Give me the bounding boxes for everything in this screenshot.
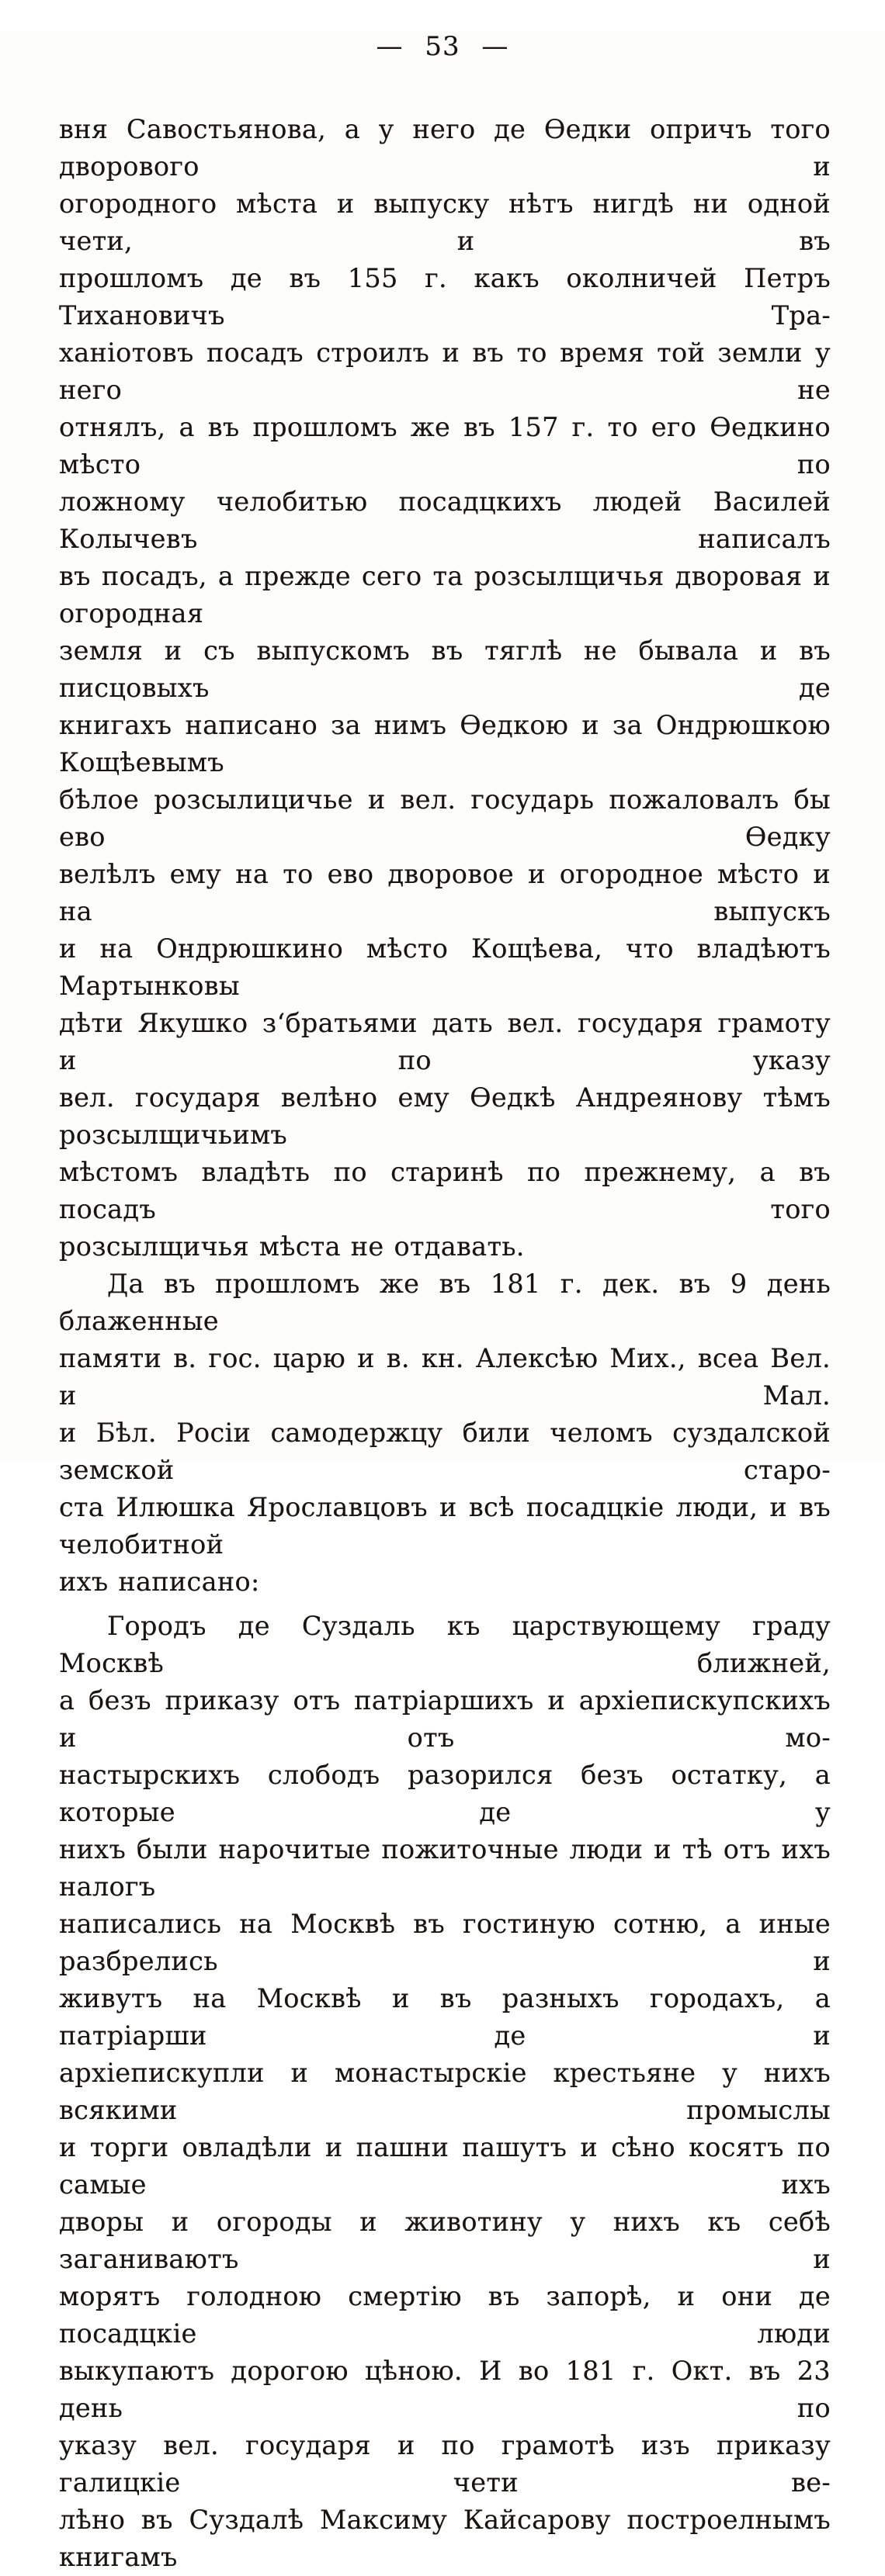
text-line: ложному челобитью посадцкихъ людей Василей Колычевъ написалъ bbox=[59, 486, 831, 554]
text-line: Да въ прошломъ же въ 181 г. дек. въ 9 день блаженные bbox=[59, 1269, 831, 1336]
paragraph-petition-1673 bbox=[59, 1265, 831, 1601]
text-line: вня Савостьянова, а у него де Ѳедки опричъ того дворового и bbox=[59, 114, 831, 182]
paragraph-continuation bbox=[59, 111, 831, 1265]
text-line: мѣстомъ владѣть по старинѣ по прежнему, а въ посадъ того bbox=[59, 1157, 831, 1224]
text-line: книгахъ написано за нимъ Ѳедкою и за Ондрюшкою Кощѣевымъ bbox=[59, 710, 831, 777]
text-line: розсылщичья мѣста не отдавать. bbox=[59, 1231, 525, 1262]
text-line: живутъ на Москвѣ и въ разныхъ городахъ, а патріарши де и bbox=[59, 1983, 831, 2051]
text-line: и на Ондрюшкино мѣсто Кощѣева, что владѣютъ Мартынковы bbox=[59, 933, 831, 1001]
text-line: ихъ написано: bbox=[59, 1567, 260, 1597]
book-page bbox=[0, 31, 885, 2572]
text-line: бѣлое розсылицичье и вел. государь пожаловалъ бы ево Ѳедку bbox=[59, 784, 831, 852]
paragraph-suzdal-complaint bbox=[59, 1608, 831, 2576]
text-line: и торги овладѣли и пашни пашутъ и сѣно косятъ по самые ихъ bbox=[59, 2132, 831, 2200]
text-line: архіепискупли и монастырскіе крестьяне у нихъ всякими промыслы bbox=[59, 2058, 831, 2125]
text-line: написались на Москвѣ въ гостиную сотню, а иные разбрелись и bbox=[59, 1909, 831, 1976]
text-line: и Бѣл. Росіи самодержцу били челомъ суздалской земской старо- bbox=[59, 1418, 831, 1485]
text-line: дворы и огороды и животину у нихъ къ себѣ заганиваютъ и bbox=[59, 2207, 831, 2274]
text-line: выкупаютъ дорогою цѣною. И во 181 г. Окт. въ 23 день по bbox=[59, 2356, 831, 2423]
text-line: дѣти Якушко з‘братьями дать вел. государя грамоту и по указу bbox=[59, 1008, 831, 1075]
text-line: велѣлъ ему на то ево дворовое и огородное мѣсто и на выпускъ bbox=[59, 859, 831, 926]
text-line: ста Илюшка Ярославцовъ и всѣ посадцкіе люди, и въ челобитной bbox=[59, 1492, 831, 1560]
text-line: прошломъ де въ 155 г. какъ околничей Петръ Тихановичъ Тра- bbox=[59, 263, 831, 331]
text-line: земля и съ выпускомъ въ тяглѣ не бывала и въ писцовыхъ де bbox=[59, 635, 831, 703]
text-line: вел. государя велѣно ему Ѳедкѣ Андреянову тѣмъ розсылщичьимъ bbox=[59, 1082, 831, 1150]
page-body bbox=[59, 111, 831, 2576]
text-line: огородного мѣста и выпуску нѣтъ нигдѣ ни одной чети, и въ bbox=[59, 189, 831, 256]
text-line: въ посадъ, а прежде сего та розсылщичья дворовая и огородная bbox=[59, 561, 831, 628]
text-line: памяти в. гос. царю и в. кн. Алексѣю Мих., всеа Вел. и Мал. bbox=[59, 1343, 831, 1411]
text-line: нихъ были нарочитые пожиточные люди и тѣ отъ ихъ налогъ bbox=[59, 1834, 831, 1902]
text-line: морятъ голодною смертію въ запорѣ, и они де посадцкіе люди bbox=[59, 2281, 831, 2349]
text-line: ханіотовъ посадъ строилъ и въ то время той земли у него не bbox=[59, 338, 831, 405]
page-number: — 53 — bbox=[376, 31, 509, 62]
text-line: Городъ де Суздаль къ царствующему граду Москвѣ ближней, bbox=[59, 1611, 831, 1678]
text-line: настырскихъ слободъ разорился безъ остатку, а которые де у bbox=[59, 1760, 831, 1827]
text-line: а безъ приказу отъ патріаршихъ и архіепискупскихъ и отъ мо- bbox=[59, 1685, 831, 1753]
text-line: указу вел. государя и по грамотѣ изъ приказу галицкіе чети ве- bbox=[59, 2430, 831, 2498]
text-line: лѣно въ Суздалѣ Максиму Кайсарову построелнымъ книгамъ bbox=[59, 2505, 831, 2572]
text-line: отнялъ, а въ прошломъ же въ 157 г. то его Ѳедкино мѣсто по bbox=[59, 412, 831, 480]
